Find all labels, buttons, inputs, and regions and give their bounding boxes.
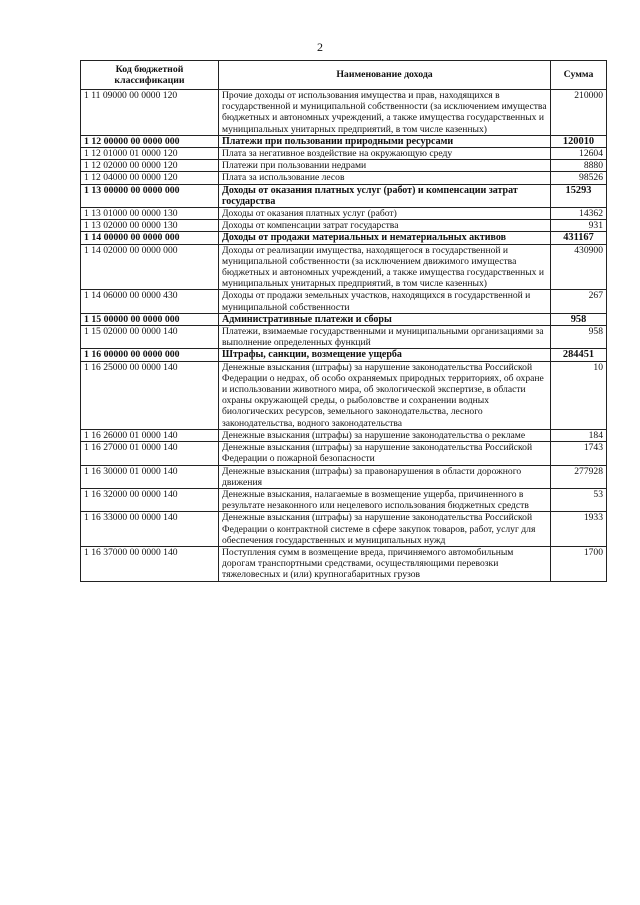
row-name: Штрафы, санкции, возмещение ущерба xyxy=(219,349,551,361)
row-name: Плата за использование лесов xyxy=(219,172,551,184)
row-amount: 958 xyxy=(551,313,607,325)
row-amount: 15293 xyxy=(551,184,607,207)
row-code: 1 16 00000 00 0000 000 xyxy=(81,349,219,361)
table-row xyxy=(81,290,607,313)
row-name: Денежные взыскания (штрафы) за нарушение законодательства Российской Федерации о недрах, об особо охраняемых природных территориях, об охране и использовании животного мира, об экологической экспертизе, в области охраны окружающей среды, о рыболовстве и сохранении водных биологических ресурсов, земельного законодательства, лесного законодательства, водного законодательства xyxy=(219,361,551,429)
table-row xyxy=(81,546,607,581)
row-amount: 12604 xyxy=(551,148,607,160)
row-amount: 184 xyxy=(551,429,607,441)
page-number: 2 xyxy=(317,40,323,54)
table-row xyxy=(81,148,607,160)
row-amount: 958 xyxy=(551,326,607,349)
table-row xyxy=(81,512,607,547)
row-code: 1 12 00000 00 0000 000 xyxy=(81,135,219,147)
row-code: 1 14 02000 00 0000 000 xyxy=(81,244,219,290)
row-amount: 14362 xyxy=(551,208,607,220)
row-amount: 8880 xyxy=(551,160,607,172)
row-amount: 53 xyxy=(551,488,607,511)
row-amount: 931 xyxy=(551,220,607,232)
table-row xyxy=(81,361,607,429)
header-name: Наименование дохода xyxy=(219,61,551,90)
section-row xyxy=(81,349,607,361)
row-code: 1 12 02000 00 0000 120 xyxy=(81,160,219,172)
row-name: Денежные взыскания, налагаемые в возмещение ущерба, причиненного в результате незаконного или нецелевого использования бюджетных средств xyxy=(219,488,551,511)
row-code: 1 15 02000 00 0000 140 xyxy=(81,326,219,349)
row-name: Доходы от оказания платных услуг (работ) и компенсации затрат государства xyxy=(219,184,551,207)
row-code: 1 13 01000 00 0000 130 xyxy=(81,208,219,220)
row-amount: 431167 xyxy=(551,232,607,244)
row-name: Прочие доходы от использования имущества и прав, находящихся в государственной и муниципальной собственности (за исключением имущества бюджетных и автономных учреждений, а также имущества государственных и муниципальных унитарных предприятий, в том числе казенных) xyxy=(219,90,551,136)
revenue-table xyxy=(80,60,607,582)
row-code: 1 14 06000 00 0000 430 xyxy=(81,290,219,313)
table-row xyxy=(81,160,607,172)
row-name: Денежные взыскания (штрафы) за нарушение законодательства Российской Федерации о пожарной безопасности xyxy=(219,442,551,465)
row-code: 1 16 27000 01 0000 140 xyxy=(81,442,219,465)
row-name: Денежные взыскания (штрафы) за нарушение законодательства о рекламе xyxy=(219,429,551,441)
row-code: 1 16 37000 00 0000 140 xyxy=(81,546,219,581)
row-name: Доходы от продажи земельных участков, находящихся в государственной и муниципальной собственности xyxy=(219,290,551,313)
table-row xyxy=(81,326,607,349)
row-name: Доходы от реализации имущества, находящегося в государственной и муниципальной собственности (за исключением движимого имущества бюджетных и автономных учреждений, а также имущества государственных и муниципальных унитарных предприятий, в том числе казенных) xyxy=(219,244,551,290)
table-row xyxy=(81,172,607,184)
table-row xyxy=(81,465,607,488)
row-amount: 277928 xyxy=(551,465,607,488)
row-amount: 120010 xyxy=(551,135,607,147)
row-amount: 10 xyxy=(551,361,607,429)
row-name: Доходы от продажи материальных и нематериальных активов xyxy=(219,232,551,244)
row-name: Денежные взыскания (штрафы) за нарушение законодательства Российской Федерации о контрактной системе в сфере закупок товаров, работ, услуг для обеспечения государственных и муниципальных нужд xyxy=(219,512,551,547)
row-code: 1 12 01000 01 0000 120 xyxy=(81,148,219,160)
row-code: 1 16 25000 00 0000 140 xyxy=(81,361,219,429)
row-code: 1 13 00000 00 0000 000 xyxy=(81,184,219,207)
row-code: 1 16 32000 00 0000 140 xyxy=(81,488,219,511)
row-amount: 98526 xyxy=(551,172,607,184)
row-name: Платежи при пользовании природными ресурсами xyxy=(219,135,551,147)
row-amount: 267 xyxy=(551,290,607,313)
row-code: 1 16 26000 01 0000 140 xyxy=(81,429,219,441)
row-name: Денежные взыскания (штрафы) за правонарушения в области дорожного движения xyxy=(219,465,551,488)
row-code: 1 16 33000 00 0000 140 xyxy=(81,512,219,547)
section-row xyxy=(81,232,607,244)
table-row xyxy=(81,208,607,220)
row-name: Доходы от компенсации затрат государства xyxy=(219,220,551,232)
table-row xyxy=(81,220,607,232)
row-amount: 1700 xyxy=(551,546,607,581)
row-name: Плата за негативное воздействие на окружающую среду xyxy=(219,148,551,160)
row-name: Доходы от оказания платных услуг (работ) xyxy=(219,208,551,220)
table-row xyxy=(81,244,607,290)
row-name: Административные платежи и сборы xyxy=(219,313,551,325)
section-row xyxy=(81,313,607,325)
table-header-row xyxy=(81,61,607,90)
row-name: Поступления сумм в возмещение вреда, причиняемого автомобильным дорогам транспортными средствами, осуществляющими перевозки тяжеловесных и (или) крупногабаритных грузов xyxy=(219,546,551,581)
row-name: Платежи при пользовании недрами xyxy=(219,160,551,172)
row-code: 1 15 00000 00 0000 000 xyxy=(81,313,219,325)
table-row xyxy=(81,442,607,465)
row-amount: 1933 xyxy=(551,512,607,547)
row-amount: 1743 xyxy=(551,442,607,465)
table-row xyxy=(81,488,607,511)
section-row xyxy=(81,135,607,147)
table-row xyxy=(81,90,607,136)
row-code: 1 13 02000 00 0000 130 xyxy=(81,220,219,232)
row-code: 1 11 09000 00 0000 120 xyxy=(81,90,219,136)
row-code: 1 14 00000 00 0000 000 xyxy=(81,232,219,244)
table-row xyxy=(81,429,607,441)
row-amount: 284451 xyxy=(551,349,607,361)
row-code: 1 12 04000 00 0000 120 xyxy=(81,172,219,184)
row-name: Платежи, взимаемые государственными и муниципальными организациями за выполнение определенных функций xyxy=(219,326,551,349)
row-code: 1 16 30000 01 0000 140 xyxy=(81,465,219,488)
section-row xyxy=(81,184,607,207)
header-amount: Сумма xyxy=(551,61,607,90)
row-amount: 210000 xyxy=(551,90,607,136)
header-code: Код бюджетной классификации xyxy=(81,61,219,90)
row-amount: 430900 xyxy=(551,244,607,290)
